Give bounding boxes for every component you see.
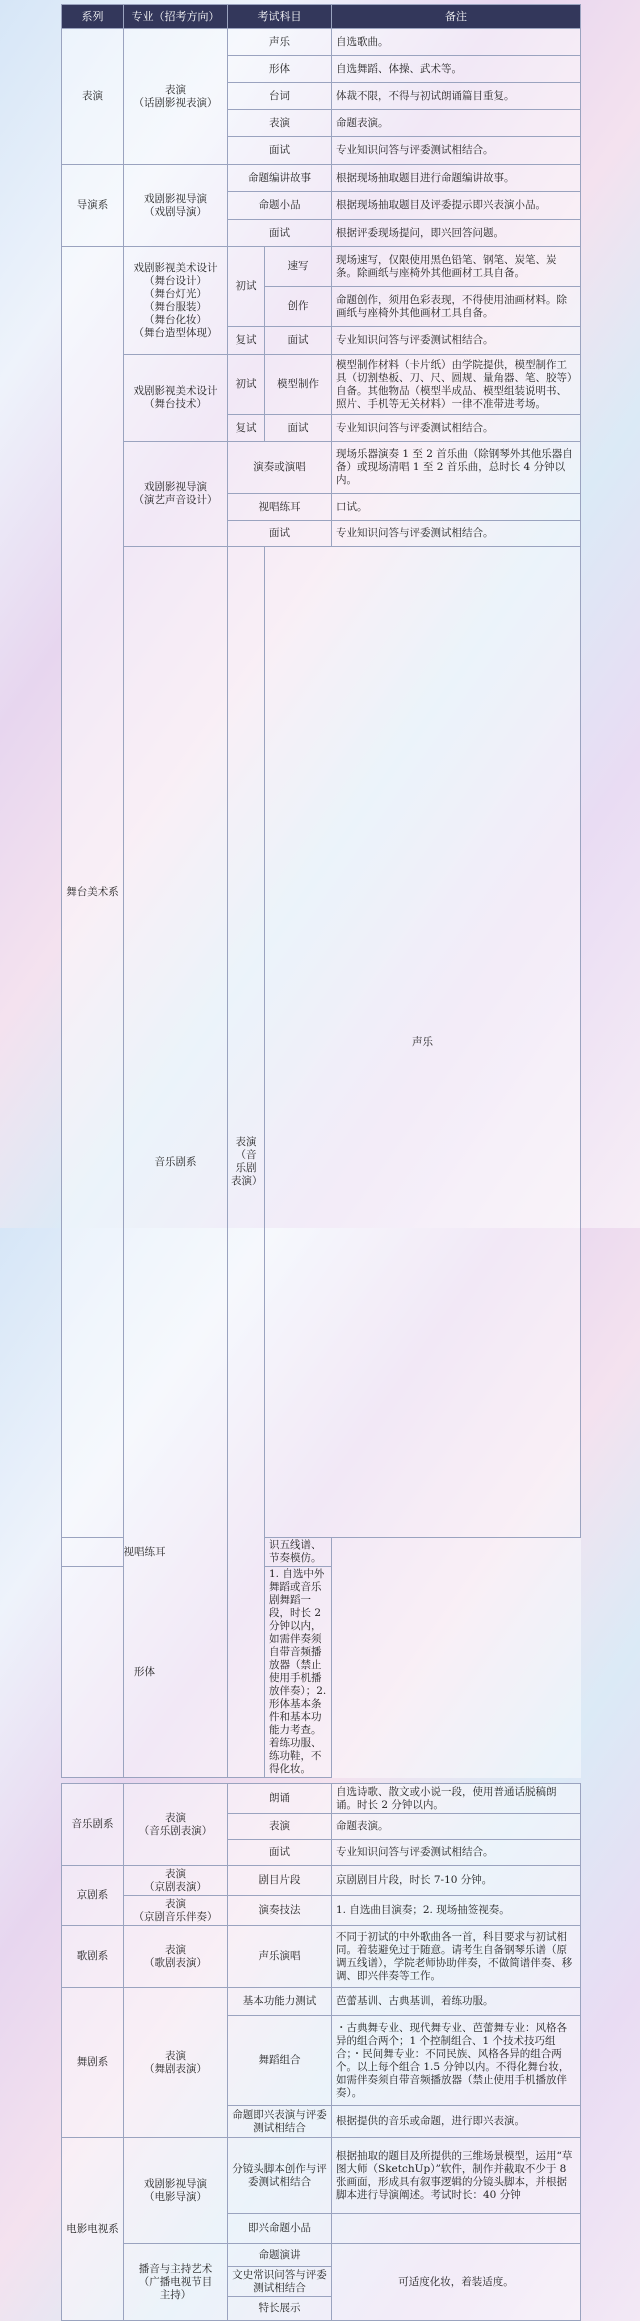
note-cell: 不同于初试的中外歌曲各一首，科目要求与初试相同。着装避免过于随意。请考生自备钢琴乐谱（原调五线谱），学院老师协助伴奏，不做简谱伴奏、移调、即兴伴奏等工作。 (332, 1926, 581, 1988)
subject-cell: 面试 (228, 1840, 332, 1866)
exam-table-container (61, 4, 580, 2321)
subject-cell: 即兴命题小品 (228, 2214, 332, 2244)
subject-cell: 表演 (228, 1814, 332, 1840)
note-cell: 专业知识问答与评委测试相结合。 (332, 1840, 581, 1866)
subject-cell: 面试 (265, 415, 332, 442)
stage-cell: 复试 (228, 415, 265, 442)
subject-cell: 速写 (265, 247, 332, 287)
major-cell: 表演 （京剧音乐伴奏） (124, 1896, 228, 1926)
subject-cell: 面试 (228, 521, 332, 547)
note-cell: 专业知识问答与评委测试相结合。 (332, 415, 581, 442)
table-row (62, 1784, 581, 1814)
table-header-row (62, 5, 581, 29)
subject-cell: 面试 (265, 327, 332, 355)
header-subject: 考试科目 (228, 5, 332, 29)
dept-cell: 音乐剧系 (62, 1784, 124, 1866)
note-cell: 识五线谱、节奏模仿。 (265, 1538, 332, 1567)
dept-cell: 歌剧系 (62, 1926, 124, 1988)
table-row (62, 1896, 581, 1926)
major-cell: 戏剧影视美术设计 （舞台技术） (124, 355, 228, 442)
dept-cell: 京剧系 (62, 1866, 124, 1926)
note-cell: 根据评委现场提问，即兴回答问题。 (332, 220, 581, 247)
subject-cell: 命题即兴表演与评委测试相结合 (228, 2106, 332, 2138)
major-cell: 表演 （舞剧表演） (124, 1988, 228, 2138)
note-cell: 京剧剧目片段，时长 7-10 分钟。 (332, 1866, 581, 1896)
subject-cell: 视唱练耳 (62, 1538, 228, 1567)
note-cell: ・古典舞专业、现代舞专业、芭蕾舞专业：风格各异的组合两个；1 个控制组合、1 个技术技巧组合；・民间舞专业：不同民族、风格各异的组合两个。以上每个组合 1.5 分钟以内。不得化舞台妆，如需伴奏须自带音频播放器（禁止使用手机播放伴奏）。 (332, 2016, 581, 2106)
note-cell: 口试。 (332, 494, 581, 521)
subject-cell: 命题小品 (228, 192, 332, 220)
major-cell: 表演 （歌剧表演） (124, 1926, 228, 1988)
subject-cell: 声乐演唱 (228, 1926, 332, 1988)
note-cell: 现场速写，仅限使用黑色铅笔、钢笔、炭笔、炭条。除画纸与座椅外其他画材工具自备。 (332, 247, 581, 287)
table-row (62, 1988, 581, 2016)
note-cell: 芭蕾基训、古典基训，着练功服。 (332, 1988, 581, 2016)
subject-cell: 声乐 (265, 547, 581, 1538)
stage-cell: 复试 (228, 327, 265, 355)
major-cell: 戏剧影视导演 （戏剧导演） (124, 165, 228, 247)
note-cell: 现场乐器演奏 1 至 2 首乐曲（除钢琴外其他乐器自备）或现场清唱 1 至 2 首乐曲，总时长 4 分钟以内。 (332, 442, 581, 494)
subject-cell: 命题编讲故事 (228, 165, 332, 192)
exam-subjects-table-part1 (61, 4, 581, 1778)
subject-cell: 台词 (228, 83, 332, 110)
subject-cell: 演奏或演唱 (228, 442, 332, 494)
table-row (62, 1538, 581, 1567)
dept-cell: 音乐剧系 (124, 547, 228, 1778)
table-row (62, 2244, 581, 2267)
table-row (62, 165, 581, 192)
note-cell: 自选歌曲。 (332, 29, 581, 56)
note-cell (332, 2214, 581, 2244)
subject-cell: 特长展示 (228, 2297, 332, 2321)
table-row (62, 1567, 581, 1778)
note-cell: 1. 自选中外舞蹈或音乐剧舞蹈一段，时长 2 分钟以内，如需伴奏须自带音频播放器（禁止使用手机播放伴奏）；2. 形体基本条件和基本功能力考查。着练功服、练功鞋，不得化妆。 (265, 1567, 332, 1778)
subject-cell: 声乐 (228, 29, 332, 56)
dept-cell: 舞台美术系 (62, 247, 124, 1538)
header-major: 专业（招考方向） (124, 5, 228, 29)
table-row (62, 547, 581, 1538)
major-cell: 表演 （京剧表演） (124, 1866, 228, 1896)
subject-cell: 面试 (228, 220, 332, 247)
major-cell: 戏剧影视导演 （演艺声音设计） (124, 442, 228, 547)
stage-cell: 初试 (228, 247, 265, 327)
major-cell: 戏剧影视美术设计 （舞台设计） （舞台灯光） （舞台服装） （舞台化妆） （舞台造型体现） (124, 247, 228, 355)
note-cell: 自选诗歌、散文或小说一段，使用普通话脱稿朗诵。时长 2 分钟以内。 (332, 1784, 581, 1814)
subject-cell: 表演 (228, 110, 332, 137)
table-row (62, 1926, 581, 1988)
note-cell: 根据抽取的题目及所提供的三维场景模型，运用“草图大师（SketchUp）”软件，制作并截取不少于 8 张画面，形成具有叙事逻辑的分镜头脚本，并根据脚本进行导演阐述。考试时长：40 分钟 (332, 2138, 581, 2214)
subject-cell: 命题演讲 (228, 2244, 332, 2267)
note-cell: 专业知识问答与评委测试相结合。 (332, 327, 581, 355)
header-department: 系列 (62, 5, 124, 29)
table-row (62, 355, 581, 415)
note-cell: 命题表演。 (332, 110, 581, 137)
subject-cell: 舞蹈组合 (228, 2016, 332, 2106)
major-cell: 表演 （话剧影视表演） (124, 29, 228, 165)
subject-cell: 基本功能力测试 (228, 1988, 332, 2016)
subject-cell: 演奏技法 (228, 1896, 332, 1926)
note-cell: 命题表演。 (332, 1814, 581, 1840)
dept-cell: 电影电视系 (62, 2138, 124, 2321)
table-row (62, 247, 581, 287)
note-cell: 可适度化妆，着装适度。 (332, 2244, 581, 2321)
note-cell: 根据现场抽取题目及评委提示即兴表演小品。 (332, 192, 581, 220)
major-cell: 戏剧影视导演 （电影导演） (124, 2138, 228, 2244)
table-row (62, 1866, 581, 1896)
major-cell: 播音与主持艺术 （广播电视节目 主持） (124, 2244, 228, 2321)
note-cell: 体裁不限，不得与初试朗诵篇目重复。 (332, 83, 581, 110)
dept-cell: 表演 (62, 29, 124, 165)
table-row (62, 442, 581, 494)
note-cell: 模型制作材料（卡片纸）由学院提供，模型制作工具（切割垫板、刀、尺、圆规、量角器、笔、胶等）自备。其他物品（模型半成品、模型组装说明书、照片、手机等无关材料）一律不准带进考场。 (332, 355, 581, 415)
note-cell: 1. 自选曲目演奏；2. 现场抽签视奏。 (332, 1896, 581, 1926)
note-cell: 专业知识问答与评委测试相结合。 (332, 521, 581, 547)
subject-cell: 形体 (62, 1567, 228, 1778)
header-note: 备注 (332, 5, 581, 29)
subject-cell: 文史常识问答与评委测试相结合 (228, 2267, 332, 2297)
note-cell: 根据现场抽取题目进行命题编讲故事。 (332, 165, 581, 192)
table-row (62, 29, 581, 56)
subject-cell: 剧目片段 (228, 1866, 332, 1896)
subject-cell: 分镜头脚本创作与评委测试相结合 (228, 2138, 332, 2214)
major-cell: 表演 （音乐剧表演） (228, 547, 265, 1778)
dept-cell: 舞剧系 (62, 1988, 124, 2138)
subject-cell: 模型制作 (265, 355, 332, 415)
note-cell: 根据提供的音乐或命题，进行即兴表演。 (332, 2106, 581, 2138)
subject-cell: 创作 (265, 287, 332, 327)
subject-cell: 视唱练耳 (228, 494, 332, 521)
subject-cell: 面试 (228, 137, 332, 165)
exam-subjects-table-part2 (61, 1783, 581, 2321)
note-cell: 专业知识问答与评委测试相结合。 (332, 137, 581, 165)
stage-cell: 初试 (228, 355, 265, 415)
note-cell: 命题创作，须用色彩表现，不得使用油画材料。除画纸与座椅外其他画材工具自备。 (332, 287, 581, 327)
subject-cell: 形体 (228, 56, 332, 83)
major-cell: 表演 （音乐剧表演） (124, 1784, 228, 1866)
subject-cell: 朗诵 (228, 1784, 332, 1814)
dept-cell: 导演系 (62, 165, 124, 247)
table-row (62, 2138, 581, 2214)
note-cell: 自选舞蹈、体操、武术等。 (332, 56, 581, 83)
